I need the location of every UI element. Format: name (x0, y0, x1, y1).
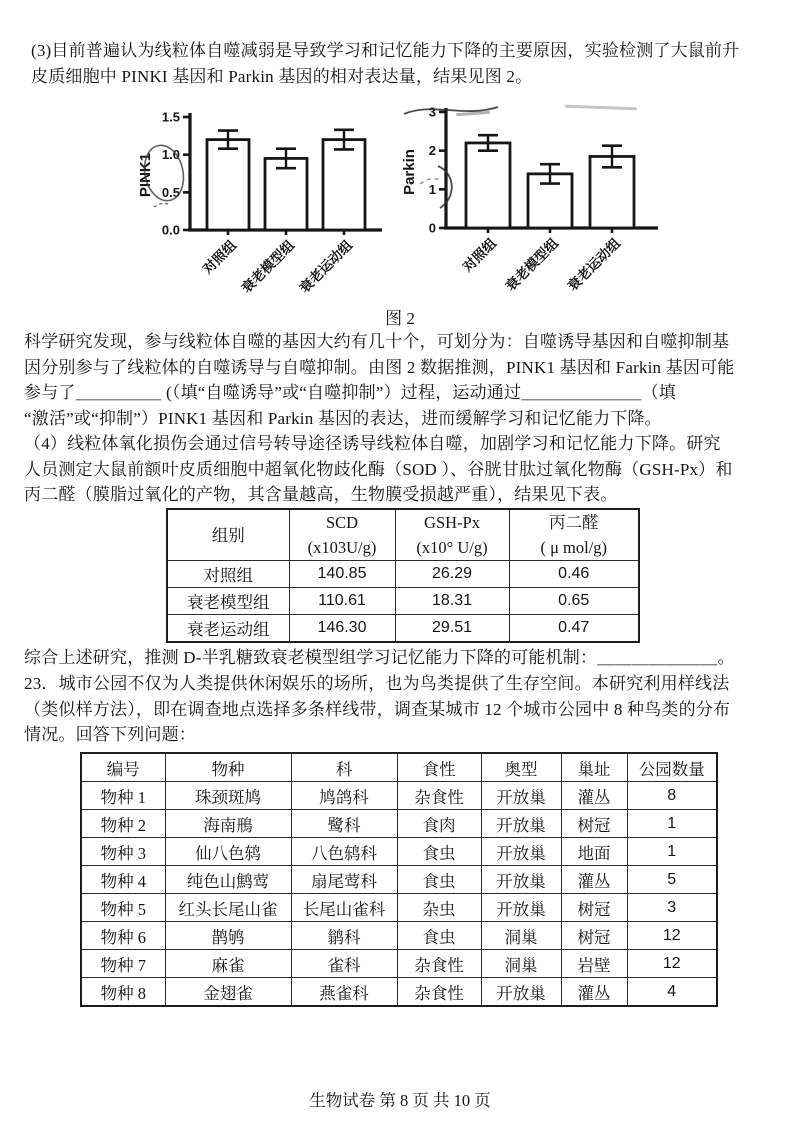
text-line: 因分别参与了线粒体的自噬诱导与自噬抑制。由图 2 数据推测，PINK1 基因和 Farkin 基因可能 (24, 357, 735, 377)
table-cell: 8 (627, 782, 717, 810)
table-cell: 140.85 (289, 561, 395, 588)
enzyme-table (166, 508, 640, 643)
table-cell: 纯色山鹪莺 (165, 866, 291, 894)
table-cell: 红头长尾山雀 (165, 894, 291, 922)
text-line: 23．城市公园不仅为人类提供休闲娱乐的场所，也为鸟类提供了生存空间。本研究利用样线法 (24, 674, 730, 693)
svg-text:0.0: 0.0 (161, 222, 180, 238)
svg-text:1: 1 (428, 181, 436, 197)
table-cell: 开放巢 (481, 978, 561, 1007)
table-cell: 杂食性 (397, 950, 481, 978)
text-line: 情况。回答下列问题： (24, 725, 196, 744)
svg-text:衰老运动组: 衰老运动组 (296, 237, 356, 296)
svg-text:1.5: 1.5 (161, 109, 180, 125)
table-cell: 4 (627, 978, 717, 1007)
column-header: 组别 (167, 509, 289, 561)
table-cell: 杂食性 (397, 782, 481, 810)
column-header: 食性 (397, 753, 481, 782)
table-cell: 物种 6 (81, 922, 165, 950)
table-cell: 26.29 (395, 561, 509, 588)
table-cell: 物种 7 (81, 950, 165, 978)
column-header: 编号 (81, 753, 165, 782)
table-cell: 0.46 (509, 561, 639, 588)
svg-text:对照组: 对照组 (199, 237, 240, 277)
table-cell: 开放巢 (481, 782, 561, 810)
table-cell: 金翅雀 (165, 978, 291, 1007)
table-row (167, 588, 639, 615)
table-cell: 树冠 (561, 922, 627, 950)
table-cell: 18.31 (395, 588, 509, 615)
table-cell: 开放巢 (481, 866, 561, 894)
table-header-row (167, 509, 639, 561)
svg-text:0: 0 (428, 220, 436, 236)
column-header: SCD (x103U/g) (289, 509, 395, 561)
table-cell: 物种 2 (81, 810, 165, 838)
table-cell: 110.61 (289, 588, 395, 615)
table-cell: 12 (627, 950, 717, 978)
table-cell: 1 (627, 810, 717, 838)
page-footer: 生物试卷 第 8 页 共 10 页 (309, 1091, 491, 1110)
table-cell: 长尾山雀科 (291, 894, 397, 922)
svg-text:1.0: 1.0 (161, 147, 180, 163)
table-cell: 1 (627, 838, 717, 866)
figure-analysis-paragraph (24, 329, 769, 431)
table-cell: 珠颈斑鸠 (165, 782, 291, 810)
table-cell: 鹟科 (291, 922, 397, 950)
table-cell: 洞巢 (481, 922, 561, 950)
table-cell: 衰老模型组 (167, 588, 289, 615)
svg-text:对照组: 对照组 (459, 235, 500, 275)
table-row (81, 866, 717, 894)
text-line: 丙二醛（膜脂过氧化的产物，其含量越高，生物膜受损越严重），结果见下表。 (24, 485, 618, 504)
svg-text:衰老运动组: 衰老运动组 (564, 235, 624, 294)
text-line: 皮质细胞中 PINKI 基因和 Parkin 基因的相对表达量，结果见图 2。 (31, 66, 533, 86)
table-cell: 146.30 (289, 615, 395, 643)
table-cell: 岩壁 (561, 950, 627, 978)
text-line: （类似样方法），即在调查地点选择多条样线带，调查某城市 12 个城市公园中 8 种鸟类的分布 (24, 699, 731, 719)
table-cell: 物种 5 (81, 894, 165, 922)
table-cell: 29.51 (395, 615, 509, 643)
svg-text:衰老模型组: 衰老模型组 (238, 237, 298, 296)
table-cell: 洞巢 (481, 950, 561, 978)
table-row (81, 782, 717, 810)
pink1-bar-chart (128, 103, 400, 303)
table-row (167, 561, 639, 588)
question-23-paragraph (24, 671, 769, 748)
text-line: 综合上述研究，推测 D-半乳糖致衰老模型组学习记忆能力下降的可能机制：＿＿＿＿＿＿＿。 (24, 648, 735, 667)
table-row (81, 922, 717, 950)
table-cell: 鹭科 (291, 810, 397, 838)
text-line: 科学研究发现，参与线粒体自噬的基因大约有几十个，可划分为：自噬诱导基因和自噬抑制基 (24, 332, 730, 351)
table-cell: 燕雀科 (291, 978, 397, 1007)
table-row (81, 950, 717, 978)
table-cell: 扇尾莺科 (291, 866, 397, 894)
table-cell: 5 (627, 866, 717, 894)
table-cell: 开放巢 (481, 810, 561, 838)
table-cell: 食肉 (397, 810, 481, 838)
table-cell: 物种 8 (81, 978, 165, 1007)
table-cell: 12 (627, 922, 717, 950)
svg-text:PINK1: PINK1 (137, 152, 154, 198)
text-line: “激活”或“抑制”）PINK1 基因和 Parkin 基因的表达，进而缓解学习和记忆能力下降。 (24, 408, 662, 428)
table-cell: 雀科 (291, 950, 397, 978)
column-header: 科 (291, 753, 397, 782)
table-cell: 灌丛 (561, 978, 627, 1007)
column-header: 丙二醛 ( μ mol/g) (509, 509, 639, 561)
column-header: 公园数量 (627, 753, 717, 782)
table-row (81, 894, 717, 922)
table-cell: 灌丛 (561, 866, 627, 894)
svg-text:衰老模型组: 衰老模型组 (502, 235, 562, 294)
table-cell: 树冠 (561, 894, 627, 922)
table-row (81, 978, 717, 1007)
bird-table (80, 752, 718, 1007)
table-cell: 海南鳽 (165, 810, 291, 838)
parkin-bar-chart (398, 98, 690, 305)
table-row (167, 615, 639, 643)
table-cell: 开放巢 (481, 838, 561, 866)
table-cell: 八色鸫科 (291, 838, 397, 866)
table-cell: 鹊鸲 (165, 922, 291, 950)
table-header-row (81, 753, 717, 782)
table-cell: 麻雀 (165, 950, 291, 978)
svg-text:3: 3 (428, 104, 436, 120)
column-header: GSH-Px (x10° U/g) (395, 509, 509, 561)
table-cell: 3 (627, 894, 717, 922)
table-cell: 鸠鸽科 (291, 782, 397, 810)
table-row (81, 838, 717, 866)
table-row (81, 810, 717, 838)
table-cell: 对照组 (167, 561, 289, 588)
svg-text:2: 2 (428, 143, 436, 159)
column-header: 奥型 (481, 753, 561, 782)
table-cell: 物种 1 (81, 782, 165, 810)
text-line: (3)目前普遍认为线粒体自噬减弱是导致学习和记忆能力下降的主要原因，实验检测了大鼠前升 (31, 41, 740, 60)
table-cell: 开放巢 (481, 894, 561, 922)
figure-caption: 图 2 (385, 309, 415, 328)
table-cell: 杂虫 (397, 894, 481, 922)
table-cell: 食虫 (397, 922, 481, 950)
table-cell: 0.47 (509, 615, 639, 643)
table-cell: 物种 3 (81, 838, 165, 866)
column-header: 巢址 (561, 753, 627, 782)
text-line: 参与了＿＿＿＿＿ (（填“自噬诱导”或“自噬抑制”）过程，运动通过＿＿＿＿＿＿＿（填 (24, 383, 676, 402)
text-line: 人员测定大鼠前额叶皮质细胞中超氧化物歧化酶（SOD ）、谷胱甘肽过氧化物酶（GSH-Px）和 (24, 459, 733, 479)
column-header: 物种 (165, 753, 291, 782)
table-cell: 食虫 (397, 838, 481, 866)
text-line: （4）线粒体氧化损伤会通过信号转导途径诱导线粒体自噬，加剧学习和记忆能力下降。研究 (24, 434, 721, 453)
question-4-paragraph (24, 431, 769, 508)
table-cell: 仙八色鸫 (165, 838, 291, 866)
table-cell: 地面 (561, 838, 627, 866)
table-cell: 物种 4 (81, 866, 165, 894)
table-cell: 衰老运动组 (167, 615, 289, 643)
svg-text:Parkin: Parkin (401, 149, 418, 195)
table-cell: 树冠 (561, 810, 627, 838)
question-3-paragraph (31, 38, 776, 89)
table-cell: 杂食性 (397, 978, 481, 1007)
summary-line (24, 645, 769, 671)
table-cell: 食虫 (397, 866, 481, 894)
table-cell: 0.65 (509, 588, 639, 615)
svg-text:0.5: 0.5 (161, 184, 180, 200)
table-cell: 灌丛 (561, 782, 627, 810)
